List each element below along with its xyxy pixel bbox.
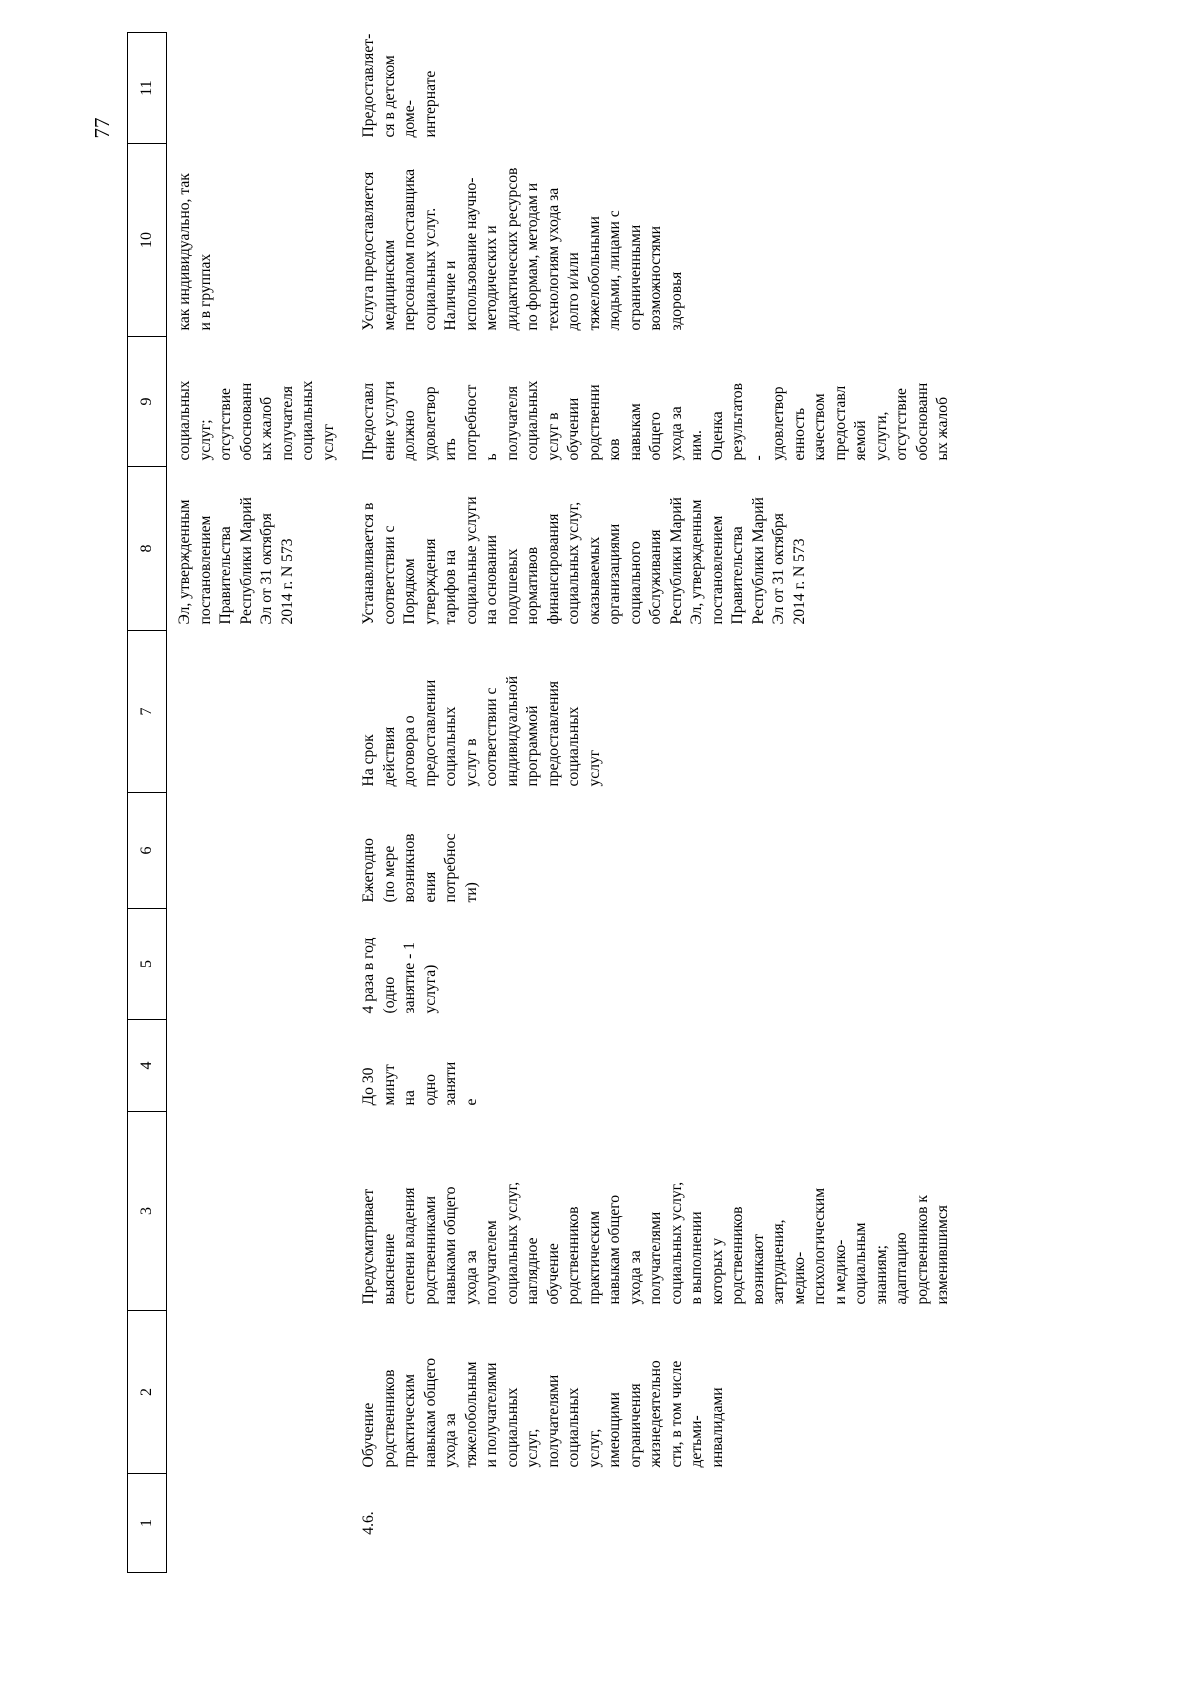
column-number: 5 [128,909,167,1020]
service-volume-cell: 4 раза в год (одно занятие - 1 услуга) [360,937,439,1014]
service-notes-cell: Предоставляет- ся в детском доме-интернате [360,33,439,138]
table-cell: как индивидуально, так и в группах [176,173,214,331]
table-cell [167,909,346,1020]
service-duration-cell: До 30 минут на одно заняти е [360,1061,480,1106]
column-number: 10 [128,144,167,337]
service-tariff-cell: Устанавливается в соответствии с Порядком утверждения тарифов на социальные услуги на основании подушевых нормативов финансирования социальных услуг, оказываемых организациями социального обслуживания Республики Марий Эл, утвержденным постановлением Правительства Республики Марий Эл от 31 октября 2014 г. N 573 [360,496,808,625]
table-cell [167,1474,346,1573]
column-number: 4 [128,1020,167,1112]
service-frequency-cell: Ежегодно (по мере возникнов ения потребнос ти) [360,833,480,903]
service-conditions-cell: Услуга предоставляется медицинским персоналом поставщика социальных услуг. Наличие и использование научно- методических и дидактических ресурсов по формам, методам и технологиям ухода за долго и/или тяжелобольными людьми, лицами с ограниченными возможностями здоровья [360,167,685,331]
column-number: 6 [128,793,167,909]
column-number: 1 [128,1474,167,1573]
rotated-page-content [127,33,1067,1573]
table-cell [167,1020,346,1112]
service-quality-cell: Предоставл ение услуги должно удовлетвор ить потребност ь получателя социальных услуг в обучении родственни ков навыкам общего ухода за ним. Оценка результатов - удовлетвор енность качеством предоставл яемой услуги, отсутствие обоснованн ых жалоб [360,380,951,461]
page-number: 77 [90,117,114,139]
table-cell: социальных услуг; отсутствие обоснованн ых жалоб получателя социальных услуг [176,380,337,461]
column-number: 9 [128,337,167,467]
item-number: 4.6. [360,1511,377,1535]
table-cell [167,631,346,793]
column-number: 7 [128,631,167,793]
services-table [127,32,954,1573]
column-number: 3 [128,1112,167,1311]
table-cell: Эл, утвержденным постановлением Правительства Республики Марий Эл от 31 октября 2014 г. N 573 [176,497,296,625]
service-name-cell: Обучение родственников практическим навыкам общего ухода за тяжелобольным и получателями социальных услуг, получателями социальных услуг, имеющими ограничения жизнедеятельно сти, в том числе детьми- инвалидами [360,1357,726,1468]
table-row [167,33,346,1573]
table-cell [167,793,346,909]
table-row [345,33,954,1573]
column-number-row [128,33,167,1573]
table-cell [167,1112,346,1311]
table-cell [167,1311,346,1474]
column-number: 8 [128,467,167,631]
column-number: 2 [128,1311,167,1474]
table-cell [167,33,346,144]
column-number: 11 [128,33,167,144]
service-description-cell: Предусматривает выяснение степени владения родственниками навыками общего ухода за получателем социальных услуг, наглядное обучение родственников практическим навыкам общего ухода за получателями социальных услуг, в выполнении которых у родственников возникают затруднения, медико- психологическим и медико- социальным знаниям; адаптацию родственников к изменившимся [360,1181,951,1305]
service-term-cell: На срок действия договора о предоставлении социальных услуг в соответствии с индивидуальной программой предоставления социальных услуг [360,675,603,787]
